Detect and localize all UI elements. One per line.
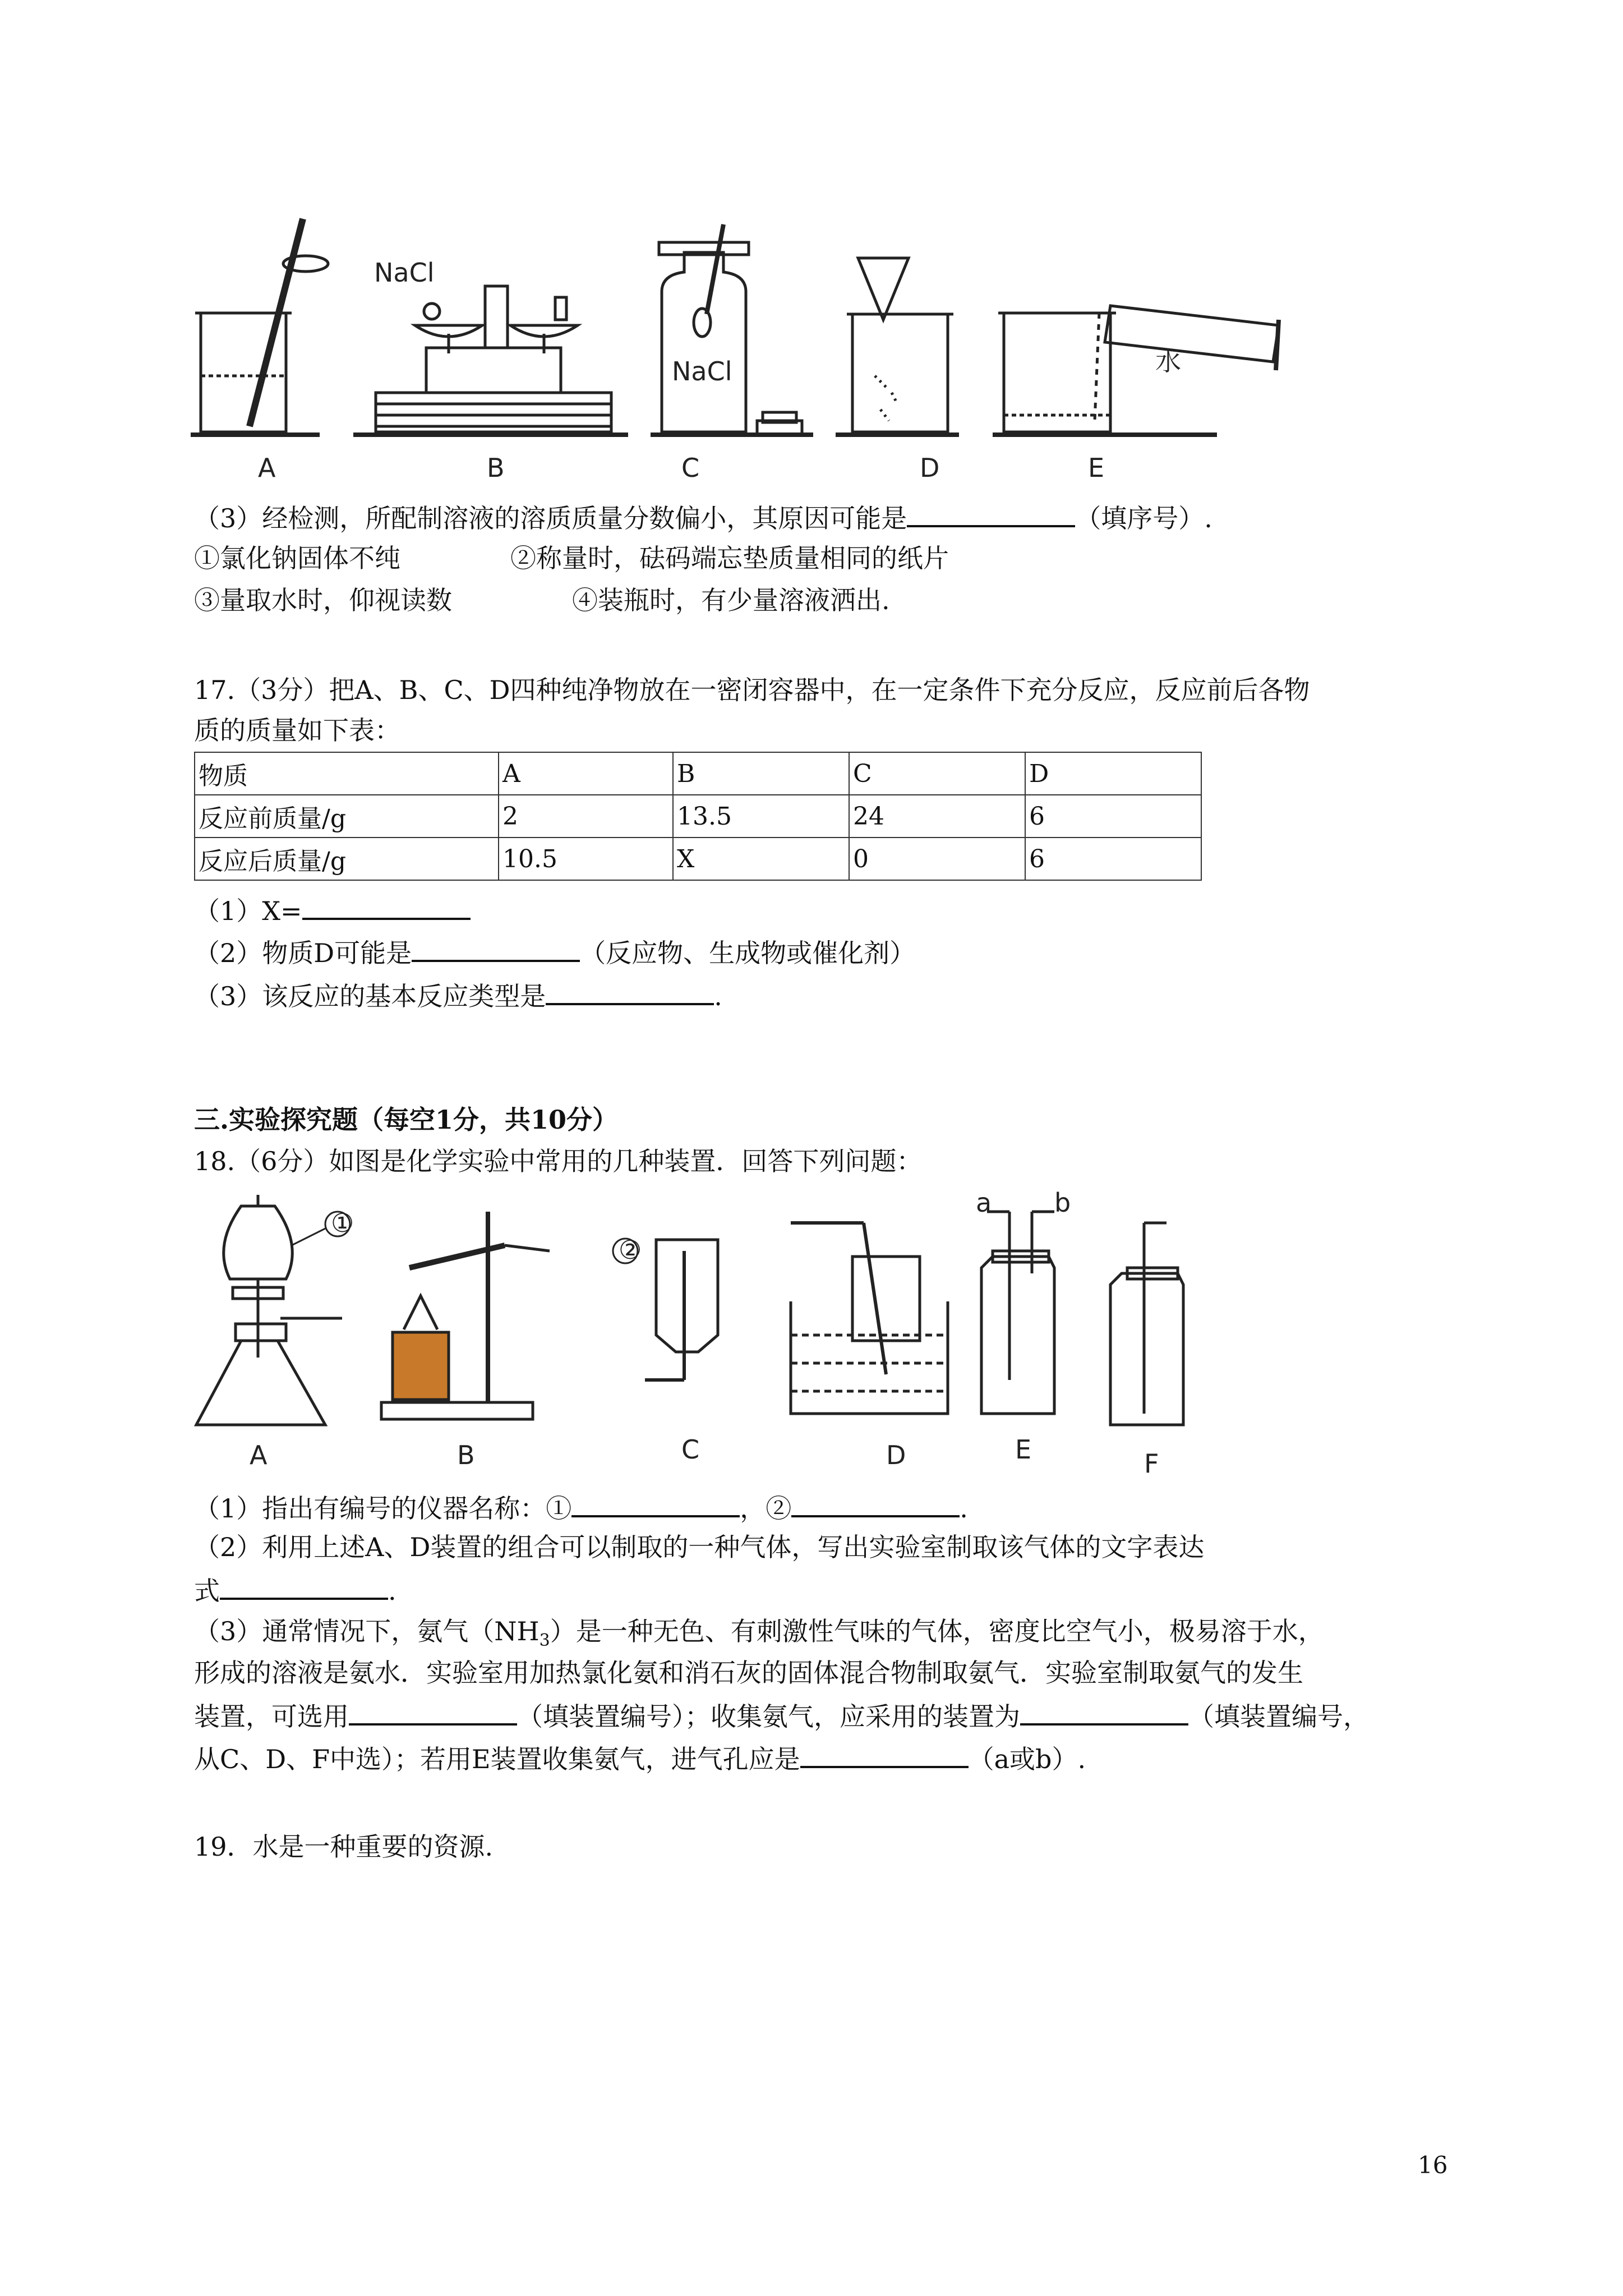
figure-label-e: E [1088, 453, 1105, 483]
water-trough-icon [791, 1223, 948, 1414]
table-cell: 物质 [195, 752, 499, 795]
section-heading: 三.实验探究题（每空1分，共10分） [194, 1105, 619, 1135]
balance-scale-icon [353, 286, 628, 435]
separatory-funnel-flask-icon [196, 1195, 350, 1425]
figure2-label-c: C [681, 1434, 700, 1465]
table-cell: 2 [499, 795, 673, 838]
q18-part3-line2: 形成的溶液是氨水．实验室用加热氯化氨和消石灰的固体混合物制取氨气．实验室制取氨气的发生 [194, 1658, 1303, 1688]
q17-d-role-blank[interactable] [412, 934, 580, 962]
beaker-pouring-solid-icon [836, 258, 959, 435]
water-label: 水 [1155, 346, 1181, 376]
circle-label-1: ① [331, 1208, 354, 1238]
table-cell: X [673, 838, 849, 880]
port-label-a: a [976, 1189, 992, 1218]
q18-instrument1-blank[interactable] [571, 1489, 740, 1517]
table-cell: 0 [849, 838, 1025, 880]
q18-part1: （1）指出有编号的仪器名称：① ，② . [194, 1489, 968, 1525]
q19-stem: 19．水是一种重要的资源. [194, 1832, 494, 1862]
q18-generator-blank[interactable] [349, 1697, 517, 1726]
table-header-row [195, 752, 1201, 795]
figure2-label-f: F [1144, 1448, 1159, 1479]
q18-instrument2-blank[interactable] [791, 1489, 960, 1517]
q18-expression-blank[interactable] [220, 1572, 388, 1600]
q17-reaction-type-blank[interactable] [546, 977, 714, 1005]
table-cell: B [673, 752, 849, 795]
table-cell: 13.5 [673, 795, 849, 838]
table-cell: C [849, 752, 1025, 795]
q18-part2-line1: （2）利用上述A、D装置的组合可以制取的一种气体，写出实验室制取该气体的文字表达 [194, 1532, 1205, 1562]
q16-option-3: ③量取水时，仰视读数 [194, 585, 452, 615]
q16-option-1: ①氯化钠固体不纯 [194, 543, 400, 573]
circle-label-2: ② [619, 1235, 642, 1265]
q18-part2-line2: 式 . [194, 1572, 396, 1608]
q17-part2: （2）物质D可能是 （反应物、生成物或催化剂） [194, 934, 915, 970]
page-number: 16 [1418, 2151, 1448, 2179]
figure2-label-b: B [457, 1440, 475, 1470]
port-label-b: b [1054, 1189, 1071, 1218]
table-cell: 反应前质量/g [195, 795, 499, 838]
beaker-with-glass-rod-icon [191, 219, 328, 435]
q18-part3-line1: （3）通常情况下，氨气$(NH_3)$是一种无色、有刺激性气味的气体，密度比空气小，极易溶于水， [194, 1616, 1324, 1651]
q17-part3: （3）该反应的基本反应类型是 . [194, 977, 722, 1013]
figure-label-a: A [258, 453, 276, 483]
table-cell: 24 [849, 795, 1025, 838]
figure2-label-e: E [1015, 1434, 1032, 1465]
nacl-label-c: NaCl [672, 356, 732, 386]
q16-answer-blank[interactable] [907, 499, 1075, 527]
figure2-label-a: A [250, 1440, 268, 1470]
table-cell: 6 [1025, 795, 1201, 838]
figure-label-b: B [487, 453, 505, 483]
table-cell: 反应后质量/g [195, 838, 499, 880]
q18-inlet-blank[interactable] [800, 1740, 969, 1768]
table-cell: A [499, 752, 673, 795]
q16-part3: （3）经检测，所配制溶液的溶质质量分数偏小，其原因可能是 （填序号）. [194, 499, 1212, 535]
nacl-label-b: NaCl [374, 257, 435, 288]
q18-part3-line4: 从C、D、F中选）；若用E装置收集氨气，进气孔应是 （a或b）. [194, 1740, 1086, 1776]
q17-stem-line2: 质的质量如下表： [194, 715, 400, 746]
beaker-with-graduated-cylinder-icon [993, 306, 1279, 435]
table-row [195, 795, 1201, 838]
q17-mass-table [194, 752, 1202, 881]
gas-wash-bottle-icon [981, 1212, 1054, 1414]
q18-stem: 18.（6分）如图是化学实验中常用的几种装置．回答下列问题： [194, 1146, 923, 1176]
reagent-bottle-with-spoon-icon [651, 224, 813, 435]
table-row [195, 838, 1201, 880]
figure-label-c: C [681, 453, 700, 483]
table-cell: 10.5 [499, 838, 673, 880]
q17-part1: （1）X= [194, 892, 471, 928]
q18-collector-blank[interactable] [1020, 1697, 1188, 1726]
q17-x-blank[interactable] [302, 892, 471, 920]
q16-option-4: ④装瓶时，有少量溶液洒出. [572, 585, 890, 615]
table-cell: D [1025, 752, 1201, 795]
table-cell: 6 [1025, 838, 1201, 880]
figure-label-d: D [920, 453, 940, 483]
q18-part3-line3: 装置，可选用 （填装置编号）；收集氨气，应采用的装置为 （填装置编号， [194, 1697, 1369, 1733]
figure-solution-preparation [191, 208, 1290, 488]
figure2-label-d: D [886, 1440, 906, 1470]
q16-option-2: ②称量时，砝码端忘垫质量相同的纸片 [510, 543, 949, 573]
q17-stem-line1: 17.（3分）把A、B、C、D四种纯净物放在一密闭容器中，在一定条件下充分反应，反应前后各物 [194, 675, 1310, 705]
figure-lab-apparatus [191, 1189, 1301, 1481]
iron-stand-heating-icon [381, 1212, 550, 1419]
collection-bottle-icon [1110, 1223, 1183, 1425]
